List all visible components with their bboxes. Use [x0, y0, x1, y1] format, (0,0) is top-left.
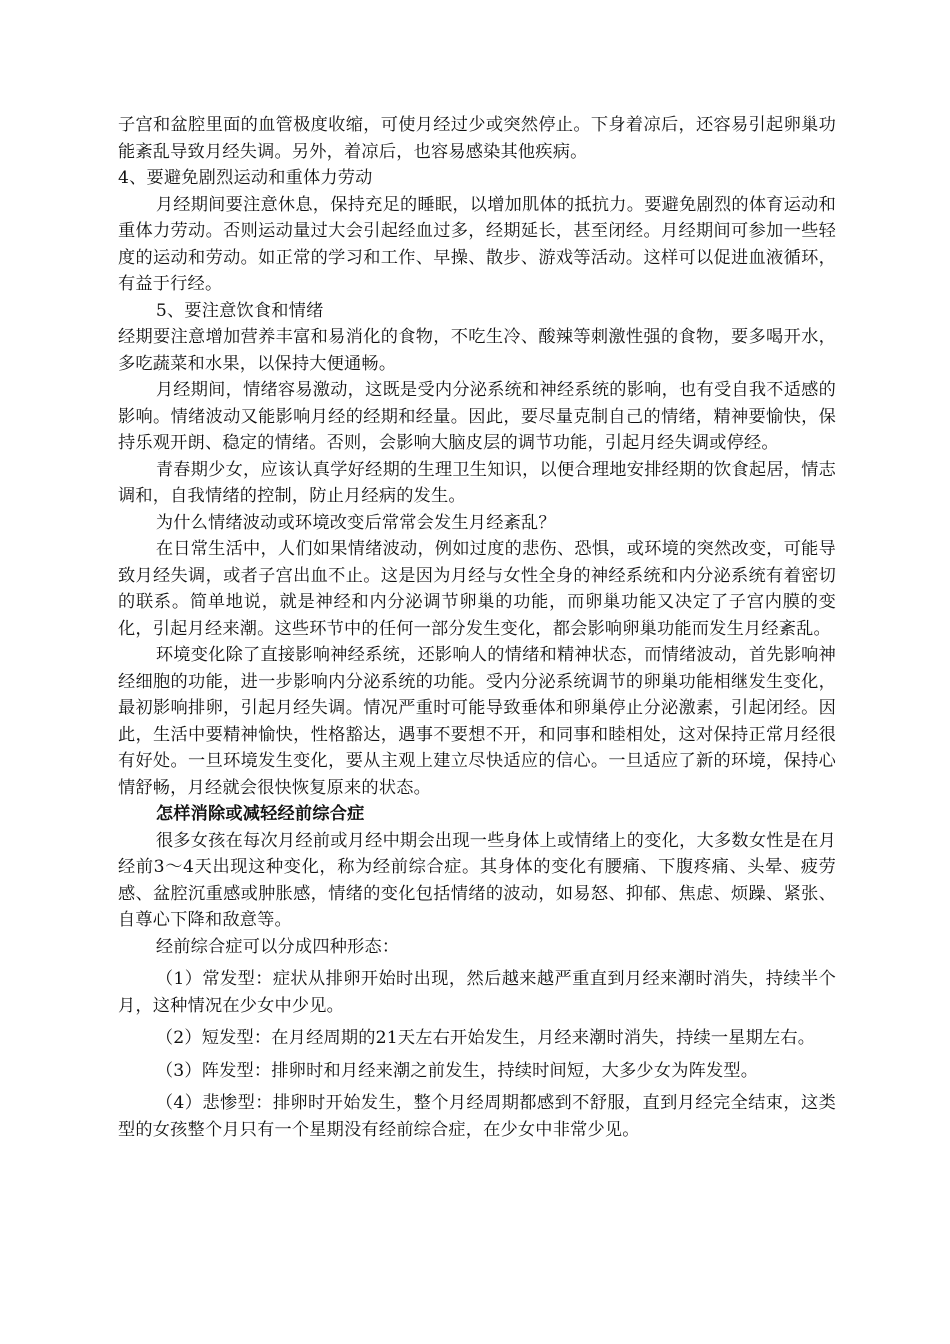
heading-diet-emotion: 5、要注意饮食和情绪 [155, 300, 324, 321]
paragraph-daily-life: 在日常生活中，人们如果情绪波动，例如过度的悲伤、恐惧，或环境的突然改变，可能导致月经失调，或者子宫出血不止。这是因为月经与女性全身的神经系统和内分泌系统有着密切的联系。简单地说，就是神经和内分泌调节卵巢的功能，而卵巢功能又决定了子宫内膜的变化，引起月经来潮。这些环节中的任何一部分发生变化，都会影响卵巢功能而发生月经紊乱。 [118, 539, 836, 639]
document-body [118, 112, 836, 1143]
list-item-type-2: （2）短发型：在月经周期的21天左右开始发生，月经来潮时消失，持续一星期左右。 [155, 1028, 816, 1048]
paragraph-adolescent: 青春期少女，应该认真学好经期的生理卫生知识，以便合理地安排经期的饮食起居，情志调和，自我情绪的控制，防止月经病的发生。 [118, 459, 836, 506]
heading-why-disorder: 为什么情绪波动或环境改变后常常会发生月经紊乱？ [155, 512, 556, 533]
paragraph-pms-types: 经前综合症可以分成四种形态： [155, 936, 400, 957]
paragraph-rest: 月经期间要注意休息，保持充足的睡眠，以增加肌体的抵抗力。要避免剧烈的体育运动和重体力劳动。否则运动量过大会引起经血过多，经期延长，甚至闭经。月经期间可参加一些轻度的运动和劳动。如正常的学习和工作、早操、散步、游戏等活动。这样可以促进血液循环，有益于行经。 [118, 194, 836, 294]
list-item-type-4: （4）悲惨型：排卵时开始发生，整个月经周期都感到不舒服，直到月经完全结束，这类型的女孩整个月只有一个星期没有经前综合症，在少女中非常少见。 [118, 1093, 836, 1140]
heading-avoid-exercise: 4、要避免剧烈运动和重体力劳动 [118, 168, 373, 188]
paragraph-cold-effects: 子宫和盆腔里面的血管极度收缩，可使月经过少或突然停止。下身着凉后，还容易引起卵巢功能紊乱导致月经失调。另外，着凉后，也容易感染其他疾病。 [118, 115, 836, 162]
paragraph-environment: 环境变化除了直接影响神经系统，还影响人的情绪和精神状态，而情绪波动，首先影响神经细胞的功能，进一步影响内分泌系统的功能。受内分泌系统调节的卵巢功能相继发生变化，最初影响排卵，引起月经失调。情况严重时可能导致垂体和卵巢停止分泌激素，引起闭经。因此，生活中要精神愉快，性格豁达，遇事不要想不开，和同事和睦相处，这对保持正常月经很有好处。一旦环境发生变化，要从主观上建立尽快适应的信心。一旦适应了新的环境，保持心情舒畅，月经就会很快恢复原来的状态。 [118, 645, 836, 798]
list-item-type-3: （3）阵发型：排卵时和月经来潮之前发生，持续时间短，大多少女为阵发型。 [155, 1060, 759, 1081]
paragraph-diet: 经期要注意增加营养丰富和易消化的食物，不吃生冷、酸辣等刺激性强的食物，要多喝开水，多吃蔬菜和水果，以保持大便通畅。 [118, 327, 836, 374]
paragraph-emotion: 月经期间，情绪容易激动，这既是受内分泌系统和神经系统的影响，也有受自我不适感的影响。情绪波动又能影响月经的经期和经量。因此，要尽量克制自己的情绪，精神要愉快，保持乐观开朗、稳定的情绪。否则，会影响大脑皮层的调节功能，引起月经失调或停经。 [118, 380, 836, 453]
paragraph-pms-intro: 很多女孩在每次月经前或月经中期会出现一些身体上或情绪上的变化，大多数女性是在月经前3～4天出现这种变化，称为经前综合症。其身体的变化有腰痛、下腹疼痛、头晕、疲劳感、盆腔沉重感或肿胀感，情绪的变化包括情绪的波动，如易怒、抑郁、焦虑、烦躁、紧张、自尊心下降和敌意等。 [118, 830, 836, 930]
heading-pms: 怎样消除或减轻经前综合症 [155, 804, 365, 824]
list-item-type-1: （1）常发型：症状从排卵开始时出现，然后越来越严重直到月经来潮时消失，持续半个月，这种情况在少女中少见。 [118, 969, 836, 1016]
